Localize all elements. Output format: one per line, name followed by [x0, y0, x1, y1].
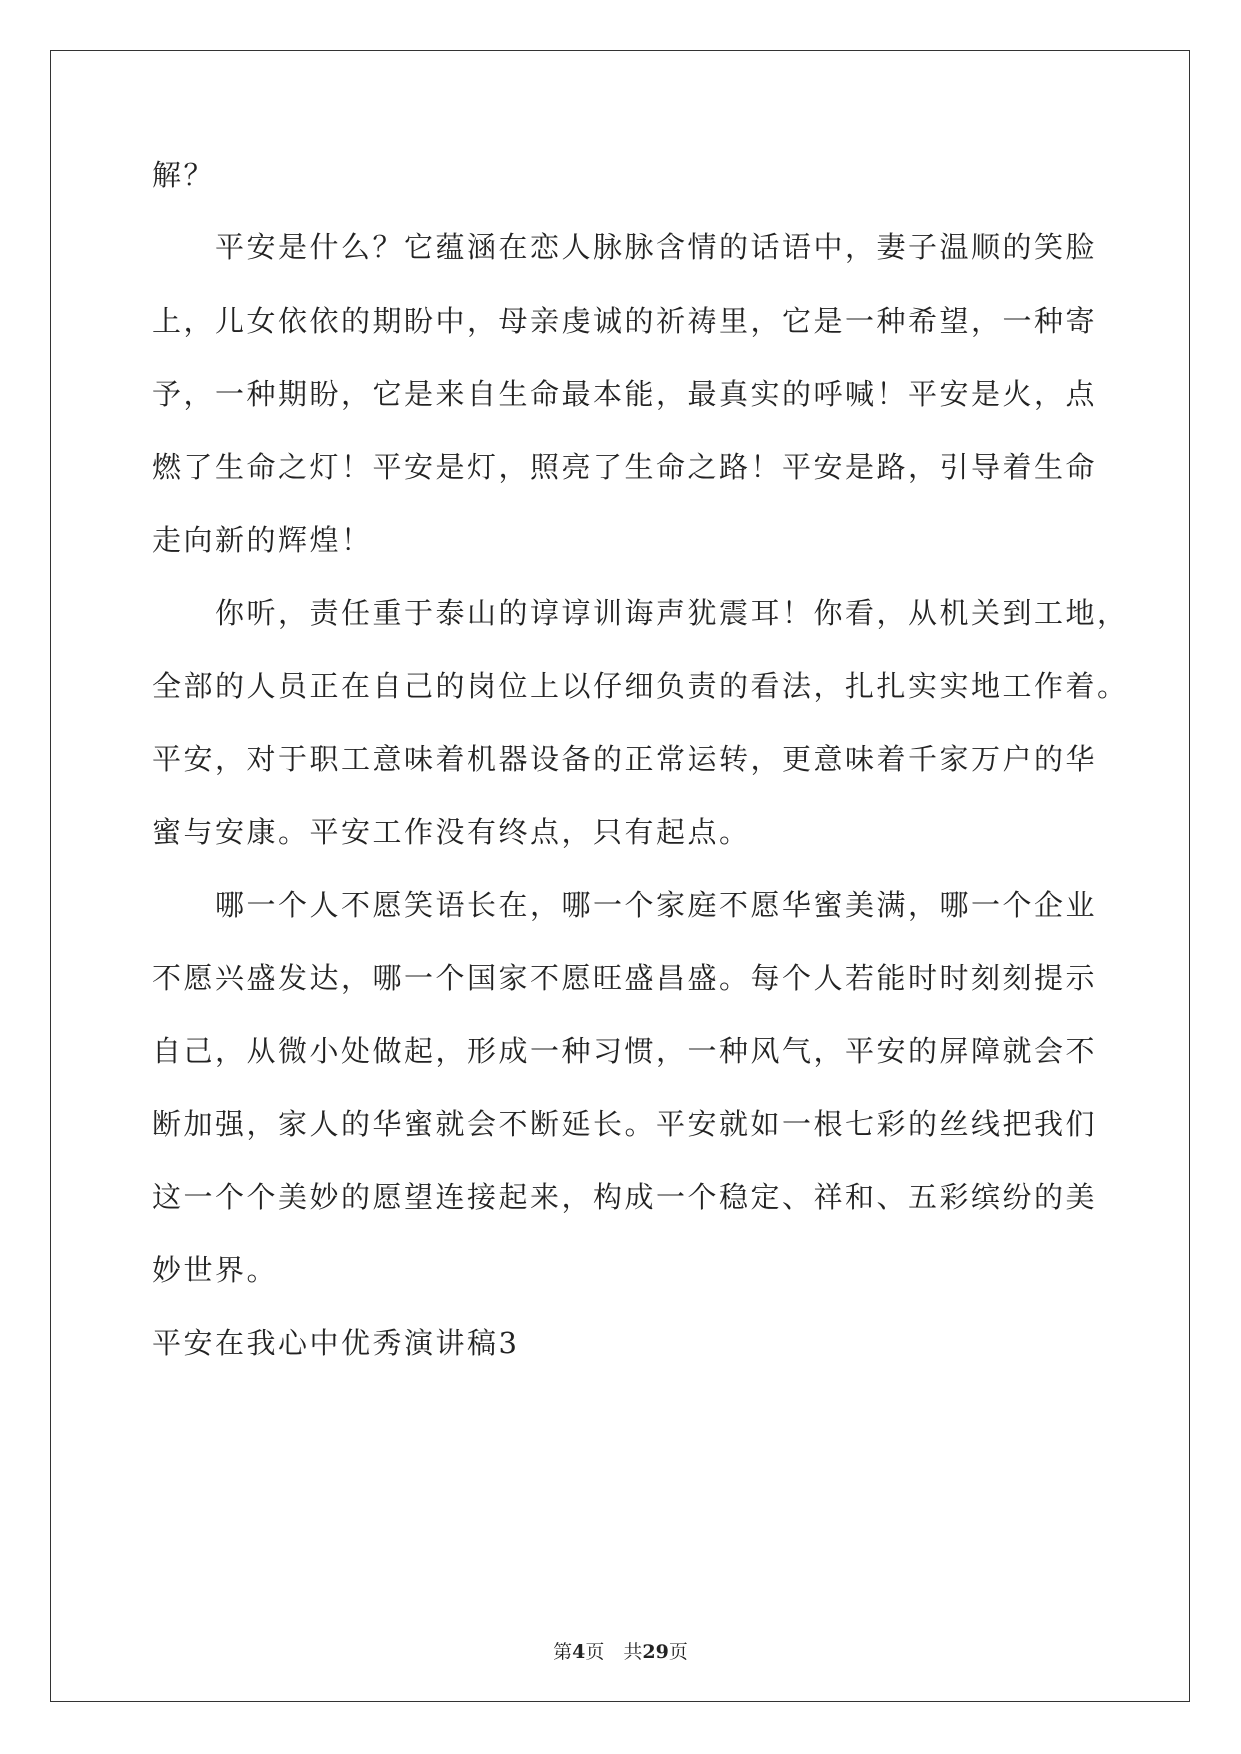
footer-prefix: 第 — [553, 1641, 573, 1663]
paragraph-line: 全部的人员正在自己的岗位上以仔细负责的看法，扎扎实实地工作着。 — [152, 669, 1129, 703]
paragraph-line: 上，儿女依依的期盼中，母亲虔诚的祈祷里，它是一种希望，一种寄 — [152, 304, 1098, 338]
paragraph-line: 自己，从微小处做起，形成一种习惯，一种风气，平安的屏障就会不 — [152, 1034, 1098, 1068]
text-line: 解？ — [152, 158, 216, 192]
paragraph-line: 哪一个人不愿笑语长在，哪一个家庭不愿华蜜美满，哪一个企业 — [152, 888, 1098, 922]
current-page-number: 4 — [572, 1641, 586, 1663]
footer-middle: 页 共 — [585, 1641, 643, 1663]
paragraph-line: 这一个个美妙的愿望连接起来，构成一个稳定、祥和、五彩缤纷的美 — [152, 1180, 1098, 1214]
page-border — [50, 50, 1190, 1702]
total-page-count: 29 — [642, 1641, 669, 1663]
paragraph-line: 蜜与安康。平安工作没有终点，只有起点。 — [152, 815, 751, 849]
paragraph-line: 妙世界。 — [152, 1253, 279, 1287]
paragraph-line: 不愿兴盛发达，哪一个国家不愿旺盛昌盛。每个人若能时时刻刻提示 — [152, 961, 1098, 995]
paragraph-line: 断加强，家人的华蜜就会不断延长。平安就如一根七彩的丝线把我们 — [152, 1107, 1098, 1141]
paragraph-line: 燃了生命之灯！平安是灯，照亮了生命之路！平安是路，引导着生命 — [152, 450, 1098, 484]
paragraph-line: 走向新的辉煌！ — [152, 523, 373, 557]
paragraph-line: 平安，对于职工意味着机器设备的正常运转，更意味着千家万户的华 — [152, 742, 1098, 776]
paragraph-line: 你听，责任重于泰山的谆谆训诲声犹震耳！你看，从机关到工地， — [152, 596, 1129, 630]
section-heading: 平安在我心中优秀演讲稿3 — [152, 1326, 520, 1360]
page-footer — [0, 1640, 1241, 1664]
footer-suffix: 页 — [668, 1641, 688, 1663]
paragraph-line: 予，一种期盼，它是来自生命最本能，最真实的呼喊！平安是火，点 — [152, 377, 1098, 411]
paragraph-line: 平安是什么？它蕴涵在恋人脉脉含情的话语中，妻子温顺的笑脸 — [152, 230, 1098, 264]
